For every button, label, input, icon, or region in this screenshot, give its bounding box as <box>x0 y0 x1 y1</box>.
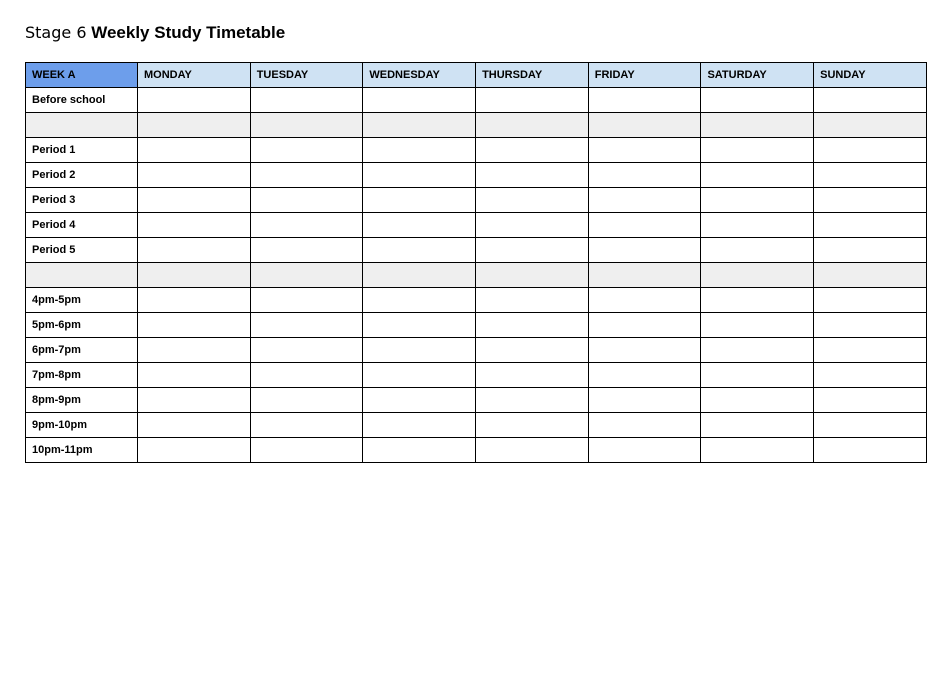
timetable-cell[interactable] <box>701 313 814 338</box>
timetable-cell[interactable] <box>588 288 701 313</box>
timetable-cell[interactable] <box>814 438 927 463</box>
timetable-cell[interactable] <box>250 138 363 163</box>
table-row <box>26 438 927 463</box>
timetable-cell[interactable] <box>588 88 701 113</box>
timetable-cell[interactable] <box>250 188 363 213</box>
timetable-cell[interactable] <box>588 163 701 188</box>
timetable-cell[interactable] <box>363 438 476 463</box>
timetable-cell[interactable] <box>476 163 589 188</box>
timetable-cell[interactable] <box>138 213 251 238</box>
timetable-cell[interactable] <box>363 363 476 388</box>
timetable-cell[interactable] <box>701 238 814 263</box>
timetable-cell[interactable] <box>814 188 927 213</box>
timetable-cell[interactable] <box>363 338 476 363</box>
time-slot-label: Period 4 <box>26 213 138 238</box>
timetable-cell <box>701 113 814 138</box>
table-row <box>26 413 927 438</box>
timetable-cell[interactable] <box>476 88 589 113</box>
timetable-cell[interactable] <box>814 213 927 238</box>
timetable-cell[interactable] <box>138 88 251 113</box>
table-row <box>26 213 927 238</box>
timetable-cell[interactable] <box>476 313 589 338</box>
timetable-cell[interactable] <box>588 338 701 363</box>
timetable-cell[interactable] <box>138 313 251 338</box>
time-slot-label: 10pm-11pm <box>26 438 138 463</box>
timetable-cell <box>363 113 476 138</box>
time-slot-label: Period 3 <box>26 188 138 213</box>
timetable-cell[interactable] <box>250 163 363 188</box>
timetable-cell[interactable] <box>250 213 363 238</box>
timetable-cell[interactable] <box>476 138 589 163</box>
page-title <box>25 22 285 44</box>
timetable-cell[interactable] <box>476 188 589 213</box>
timetable-cell[interactable] <box>138 188 251 213</box>
timetable-cell[interactable] <box>588 438 701 463</box>
timetable-cell <box>814 263 927 288</box>
timetable-cell[interactable] <box>363 163 476 188</box>
timetable-cell[interactable] <box>250 438 363 463</box>
timetable-cell[interactable] <box>250 413 363 438</box>
table-row <box>26 388 927 413</box>
day-header-thursday: THURSDAY <box>476 63 589 88</box>
timetable-cell[interactable] <box>250 238 363 263</box>
timetable-cell[interactable] <box>814 138 927 163</box>
timetable-cell[interactable] <box>476 288 589 313</box>
table-row <box>26 338 927 363</box>
timetable-body <box>26 88 927 463</box>
separator-row <box>26 263 927 288</box>
timetable-cell[interactable] <box>250 388 363 413</box>
timetable-cell[interactable] <box>814 163 927 188</box>
timetable-cell <box>138 263 251 288</box>
timetable-cell <box>363 263 476 288</box>
timetable-cell[interactable] <box>138 438 251 463</box>
time-slot-label: 7pm-8pm <box>26 363 138 388</box>
day-header-saturday: SATURDAY <box>701 63 814 88</box>
timetable-cell[interactable] <box>701 338 814 363</box>
timetable-cell[interactable] <box>701 213 814 238</box>
timetable-cell[interactable] <box>588 238 701 263</box>
timetable-cell <box>250 113 363 138</box>
timetable-cell[interactable] <box>588 313 701 338</box>
table-row <box>26 138 927 163</box>
timetable-cell[interactable] <box>250 363 363 388</box>
timetable-cell <box>138 113 251 138</box>
timetable-cell[interactable] <box>363 413 476 438</box>
timetable-cell[interactable] <box>250 313 363 338</box>
table-row <box>26 163 927 188</box>
timetable-cell[interactable] <box>814 388 927 413</box>
timetable-cell[interactable] <box>476 438 589 463</box>
timetable-cell[interactable] <box>588 363 701 388</box>
timetable-cell[interactable] <box>701 413 814 438</box>
timetable-cell[interactable] <box>588 188 701 213</box>
timetable-cell[interactable] <box>701 363 814 388</box>
time-slot-label: 8pm-9pm <box>26 388 138 413</box>
timetable-cell[interactable] <box>701 188 814 213</box>
time-slot-label: Before school <box>26 88 138 113</box>
day-header-sunday: SUNDAY <box>814 63 927 88</box>
timetable-cell[interactable] <box>363 238 476 263</box>
timetable-cell[interactable] <box>138 138 251 163</box>
timetable-cell[interactable] <box>701 438 814 463</box>
timetable-cell[interactable] <box>363 138 476 163</box>
timetable-cell[interactable] <box>814 88 927 113</box>
timetable-cell[interactable] <box>138 238 251 263</box>
table-row <box>26 238 927 263</box>
time-slot-label: 6pm-7pm <box>26 338 138 363</box>
timetable-cell[interactable] <box>588 413 701 438</box>
time-slot-label: 4pm-5pm <box>26 288 138 313</box>
timetable-cell[interactable] <box>363 213 476 238</box>
timetable-cell[interactable] <box>363 313 476 338</box>
separator-row <box>26 113 927 138</box>
timetable-cell[interactable] <box>814 363 927 388</box>
week-label: WEEK A <box>26 63 138 88</box>
timetable-cell <box>250 263 363 288</box>
timetable-cell[interactable] <box>476 338 589 363</box>
time-slot-label: Period 1 <box>26 138 138 163</box>
timetable-cell[interactable] <box>701 388 814 413</box>
timetable-cell[interactable] <box>701 288 814 313</box>
timetable-cell[interactable] <box>588 138 701 163</box>
timetable-cell[interactable] <box>138 363 251 388</box>
timetable-cell[interactable] <box>814 313 927 338</box>
timetable-cell[interactable] <box>250 338 363 363</box>
header-row <box>26 63 927 88</box>
timetable-cell[interactable] <box>476 363 589 388</box>
timetable-cell[interactable] <box>814 288 927 313</box>
timetable-cell[interactable] <box>138 163 251 188</box>
timetable-cell[interactable] <box>476 213 589 238</box>
time-slot-label: Period 5 <box>26 238 138 263</box>
timetable-cell <box>701 263 814 288</box>
timetable-cell[interactable] <box>476 388 589 413</box>
timetable-cell[interactable] <box>814 338 927 363</box>
timetable-cell[interactable] <box>588 213 701 238</box>
timetable-cell <box>476 263 589 288</box>
timetable-cell[interactable] <box>814 238 927 263</box>
timetable-cell <box>476 113 589 138</box>
timetable-cell[interactable] <box>138 413 251 438</box>
timetable-cell[interactable] <box>701 163 814 188</box>
title-main: Weekly Study Timetable <box>91 23 286 42</box>
timetable-cell[interactable] <box>138 338 251 363</box>
table-row <box>26 313 927 338</box>
day-header-monday: MONDAY <box>138 63 251 88</box>
day-header-friday: FRIDAY <box>588 63 701 88</box>
timetable-cell[interactable] <box>138 288 251 313</box>
timetable-cell[interactable] <box>701 88 814 113</box>
timetable-cell[interactable] <box>814 413 927 438</box>
table-row <box>26 363 927 388</box>
timetable-cell[interactable] <box>476 238 589 263</box>
day-header-wednesday: WEDNESDAY <box>363 63 476 88</box>
timetable-cell[interactable] <box>138 388 251 413</box>
time-slot-label: 9pm-10pm <box>26 413 138 438</box>
timetable-cell[interactable] <box>363 388 476 413</box>
timetable-cell <box>588 263 701 288</box>
time-slot-label: Period 2 <box>26 163 138 188</box>
timetable-cell[interactable] <box>363 88 476 113</box>
timetable-cell[interactable] <box>250 288 363 313</box>
day-header-tuesday: TUESDAY <box>250 63 363 88</box>
timetable-cell[interactable] <box>250 88 363 113</box>
timetable-cell[interactable] <box>476 413 589 438</box>
timetable-cell[interactable] <box>363 188 476 213</box>
time-slot-label <box>26 263 138 288</box>
table-row <box>26 88 927 113</box>
timetable-cell[interactable] <box>363 288 476 313</box>
title-prefix: Stage 6 <box>25 23 87 42</box>
table-row <box>26 288 927 313</box>
time-slot-label: 5pm-6pm <box>26 313 138 338</box>
timetable-cell[interactable] <box>701 138 814 163</box>
timetable-cell <box>588 113 701 138</box>
table-row <box>26 188 927 213</box>
timetable-cell <box>814 113 927 138</box>
timetable-cell[interactable] <box>588 388 701 413</box>
time-slot-label <box>26 113 138 138</box>
timetable <box>25 62 927 463</box>
